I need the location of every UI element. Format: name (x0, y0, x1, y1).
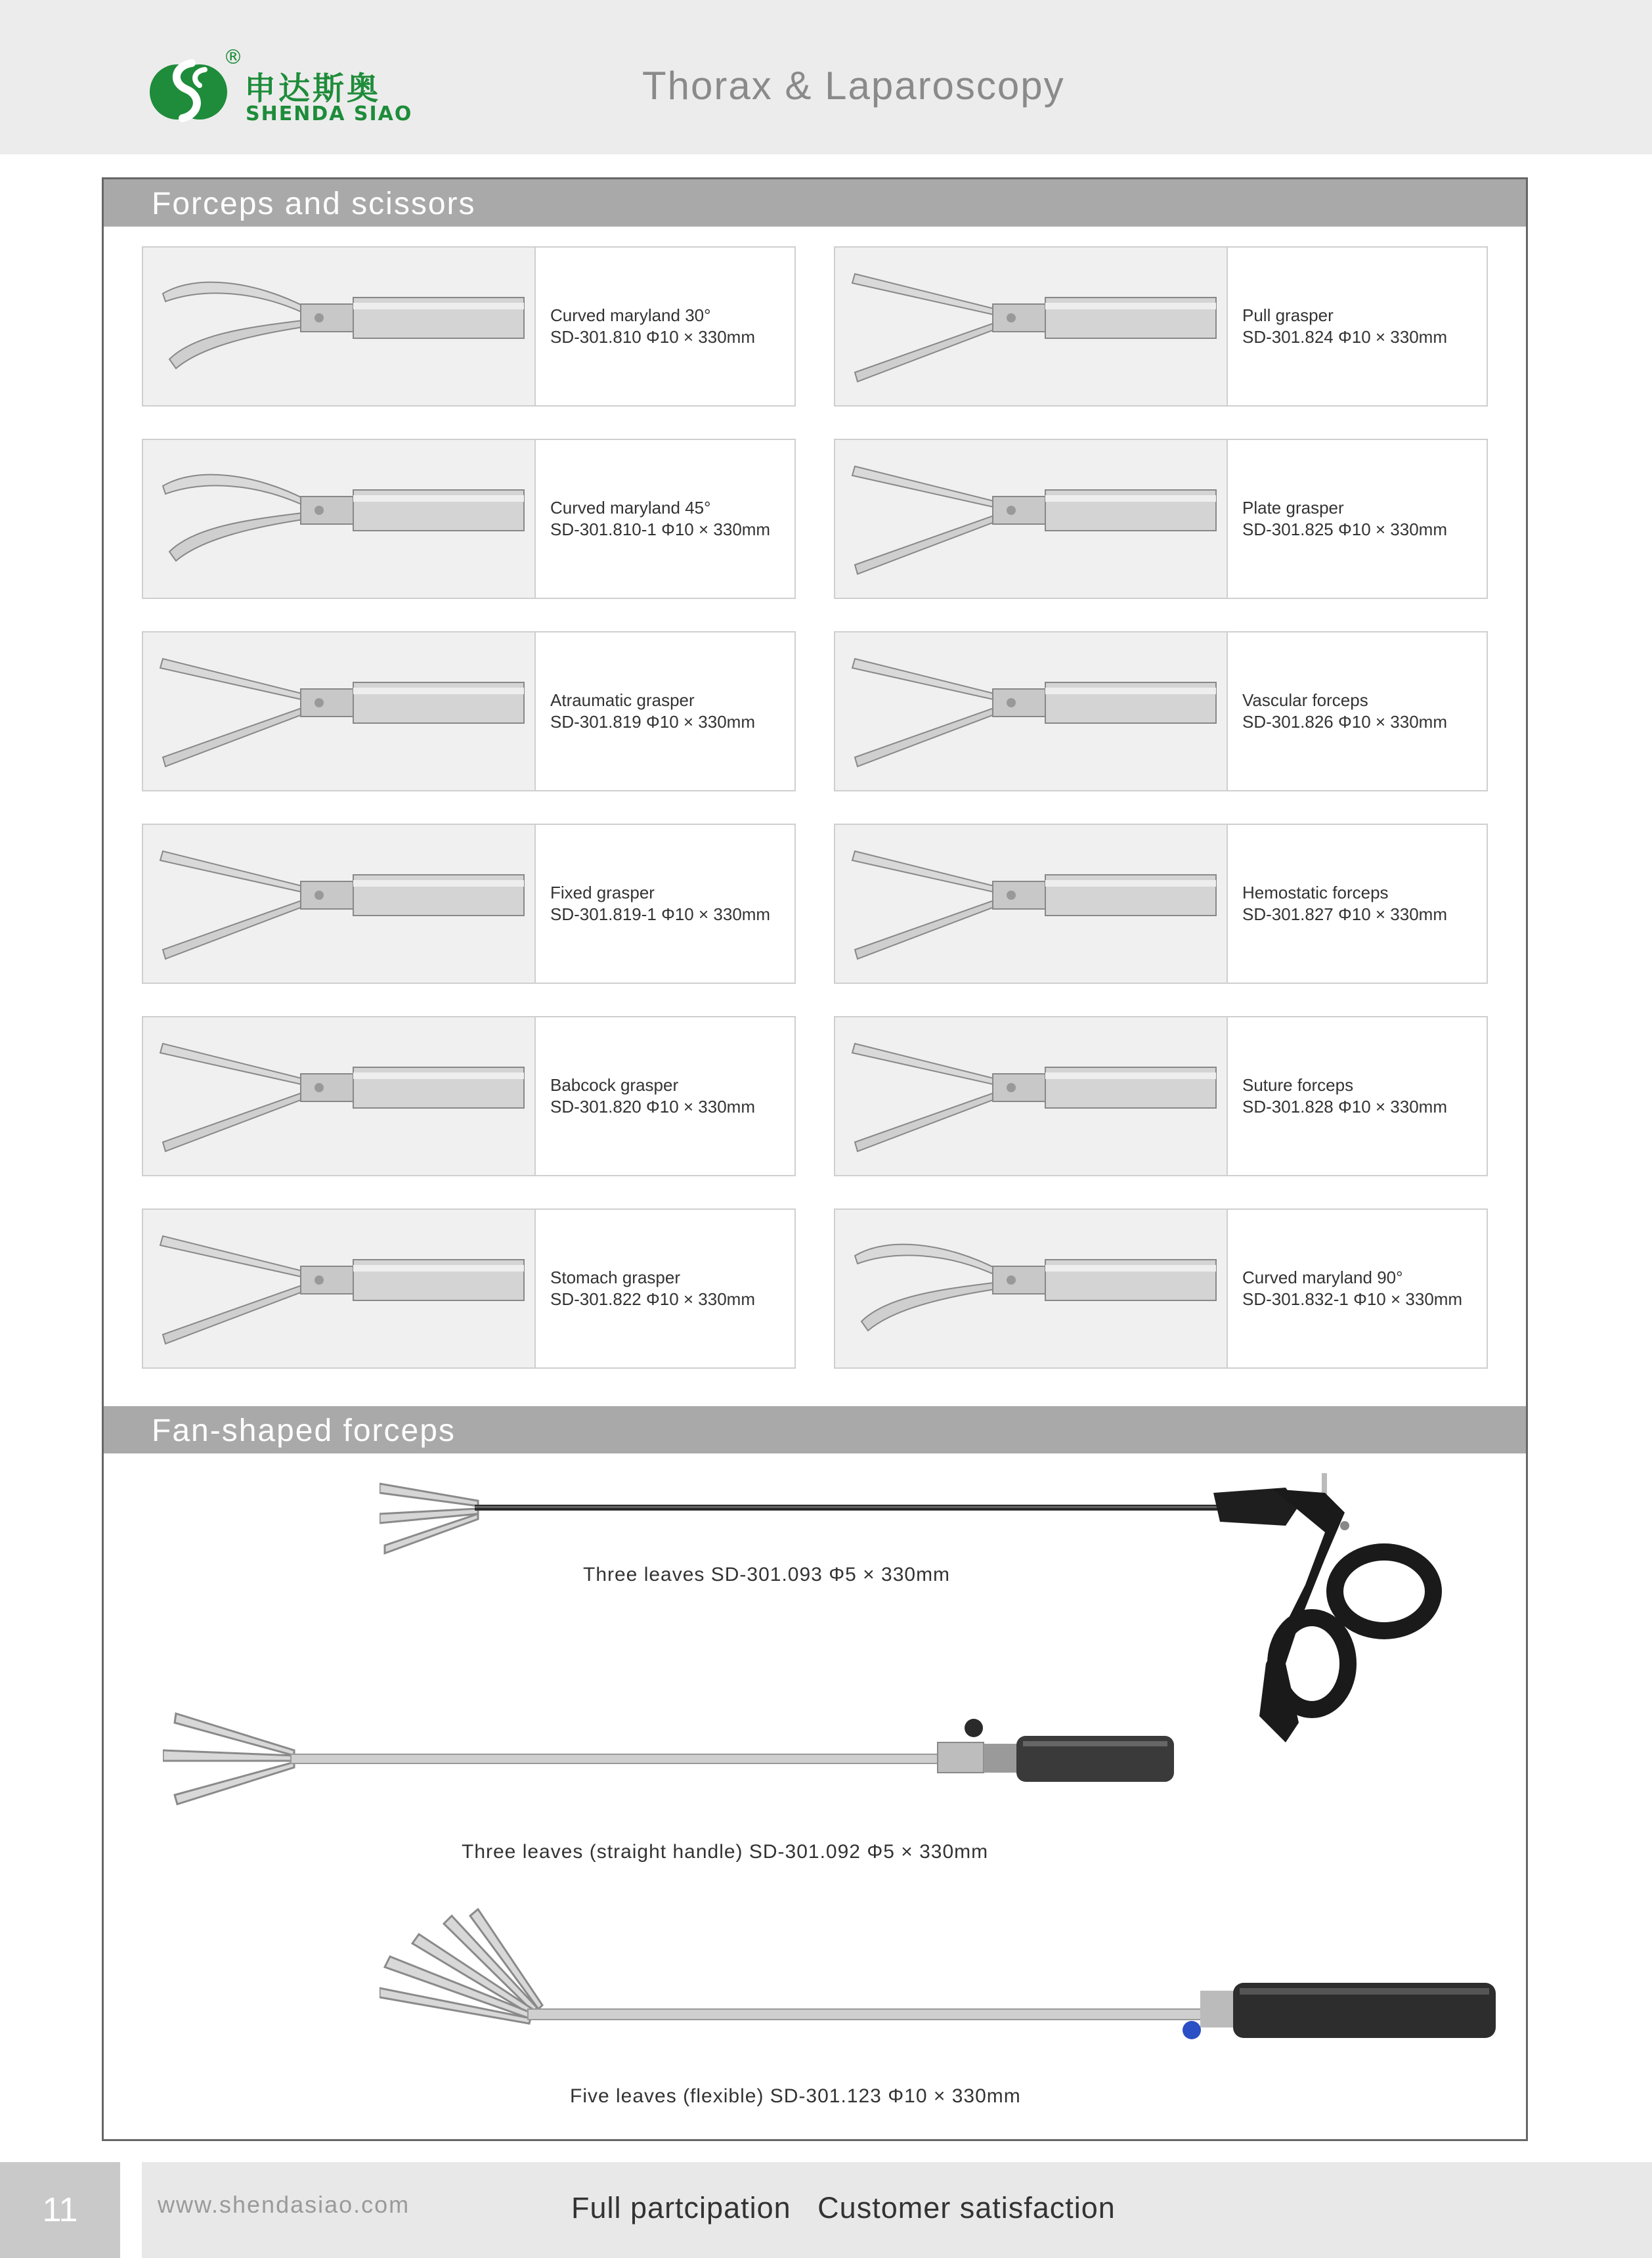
product-name: Curved maryland 45° (550, 498, 711, 518)
product-code: SD-301.819-1 Φ10 × 330mm (550, 904, 771, 924)
registered-mark: ® (223, 46, 243, 69)
product-code: SD-301.820 Φ10 × 330mm (550, 1097, 755, 1117)
three-leaves-straight-handle-instrument-icon (163, 1710, 1187, 1808)
product-code: SD-301.828 Φ10 × 330mm (1242, 1097, 1447, 1117)
product-name: Curved maryland 90° (1242, 1268, 1403, 1287)
brand-name-en: SHENDA SIAO (246, 102, 413, 125)
product-name: Hemostatic forceps (1242, 883, 1389, 902)
slogan: Full partcipation Customer satisfaction (571, 2191, 1116, 2225)
product-info (1242, 632, 1447, 790)
plate-grasper-instrument-icon (835, 440, 1228, 598)
product-info (1242, 825, 1447, 983)
product-card (142, 1016, 796, 1176)
product-code: SD-301.822 Φ10 × 330mm (550, 1289, 755, 1309)
babcock-grasper-instrument-icon (143, 1017, 536, 1175)
section-title: Forceps and scissors (152, 187, 476, 221)
brand-logo (148, 46, 424, 130)
product-info (550, 1210, 755, 1367)
product-code: SD-301.810 Φ10 × 330mm (550, 327, 755, 347)
product-name: Plate grasper (1242, 498, 1344, 518)
product-name: Fixed grasper (550, 883, 655, 902)
hemostatic-forceps-instrument-icon (835, 825, 1228, 983)
product-code: SD-301.832-1 Φ10 × 330mm (1242, 1289, 1463, 1309)
fan-product-caption: Three leaves (straight handle) SD-301.092 Φ5 × 330mm (462, 1841, 989, 1863)
fixed-grasper-instrument-icon (143, 825, 536, 983)
product-name: Vascular forceps (1242, 690, 1368, 710)
product-code: SD-301.827 Φ10 × 330mm (1242, 904, 1447, 924)
product-info (550, 440, 770, 598)
brand-logo-icon (148, 51, 228, 129)
product-code: SD-301.810-1 Φ10 × 330mm (550, 520, 771, 539)
product-card (142, 824, 796, 984)
section-title: Fan-shaped forceps (152, 1413, 456, 1448)
page-header (0, 0, 1652, 154)
fan-product-caption: Five leaves (flexible) SD-301.123 Φ10 × 330mm (570, 2085, 1021, 2107)
product-card (834, 824, 1488, 984)
page-number: 11 (42, 2191, 78, 2229)
fan-product-caption: Three leaves SD-301.093 Φ5 × 330mm (583, 1564, 951, 1585)
product-info (1242, 440, 1447, 598)
product-name: Curved maryland 30° (550, 305, 711, 325)
product-code: SD-301.825 Φ10 × 330mm (1242, 520, 1447, 539)
page-footer (0, 2162, 1652, 2258)
product-info (1242, 248, 1447, 405)
product-card (834, 1016, 1488, 1176)
vascular-forceps-instrument-icon (835, 632, 1228, 790)
product-card (834, 246, 1488, 407)
curved-maryland-instrument-icon (143, 248, 536, 405)
five-leaves-flexible-instrument-icon (380, 1907, 1509, 2045)
product-code: SD-301.819 Φ10 × 330mm (550, 712, 755, 732)
product-card (834, 1208, 1488, 1369)
product-card (834, 439, 1488, 599)
product-name: Atraumatic grasper (550, 690, 695, 710)
product-info (550, 632, 755, 790)
product-name: Pull grasper (1242, 305, 1334, 325)
page-title: Thorax & Laparoscopy (642, 64, 1065, 108)
atraumatic-grasper-instrument-icon (143, 632, 536, 790)
suture-forceps-instrument-icon (835, 1017, 1228, 1175)
product-info (1242, 1017, 1447, 1175)
footer-divider (120, 2162, 142, 2258)
section-header-forceps (104, 179, 1526, 227)
product-info (550, 825, 770, 983)
curved-maryland-instrument-icon (835, 1210, 1228, 1367)
product-name: Stomach grasper (550, 1268, 680, 1287)
website-link[interactable]: www.shendasiao.com (158, 2191, 410, 2218)
product-card (142, 246, 796, 407)
stomach-grasper-instrument-icon (143, 1210, 536, 1367)
product-info (550, 248, 755, 405)
product-name: Suture forceps (1242, 1075, 1354, 1095)
pull-grasper-instrument-icon (835, 248, 1228, 405)
page-number-box (0, 2162, 120, 2258)
product-name: Babcock grasper (550, 1075, 679, 1095)
product-card (142, 439, 796, 599)
product-info (1242, 1210, 1462, 1367)
product-card (142, 631, 796, 791)
product-code: SD-301.824 Φ10 × 330mm (1242, 327, 1447, 347)
section-header-fan (104, 1406, 1526, 1453)
curved-maryland-instrument-icon (143, 440, 536, 598)
product-info (550, 1017, 755, 1175)
brand-name-cn: 申达斯奥 (244, 70, 381, 107)
content-frame (102, 177, 1528, 2141)
product-card (834, 631, 1488, 791)
product-card (142, 1208, 796, 1369)
product-code: SD-301.826 Φ10 × 330mm (1242, 712, 1447, 732)
